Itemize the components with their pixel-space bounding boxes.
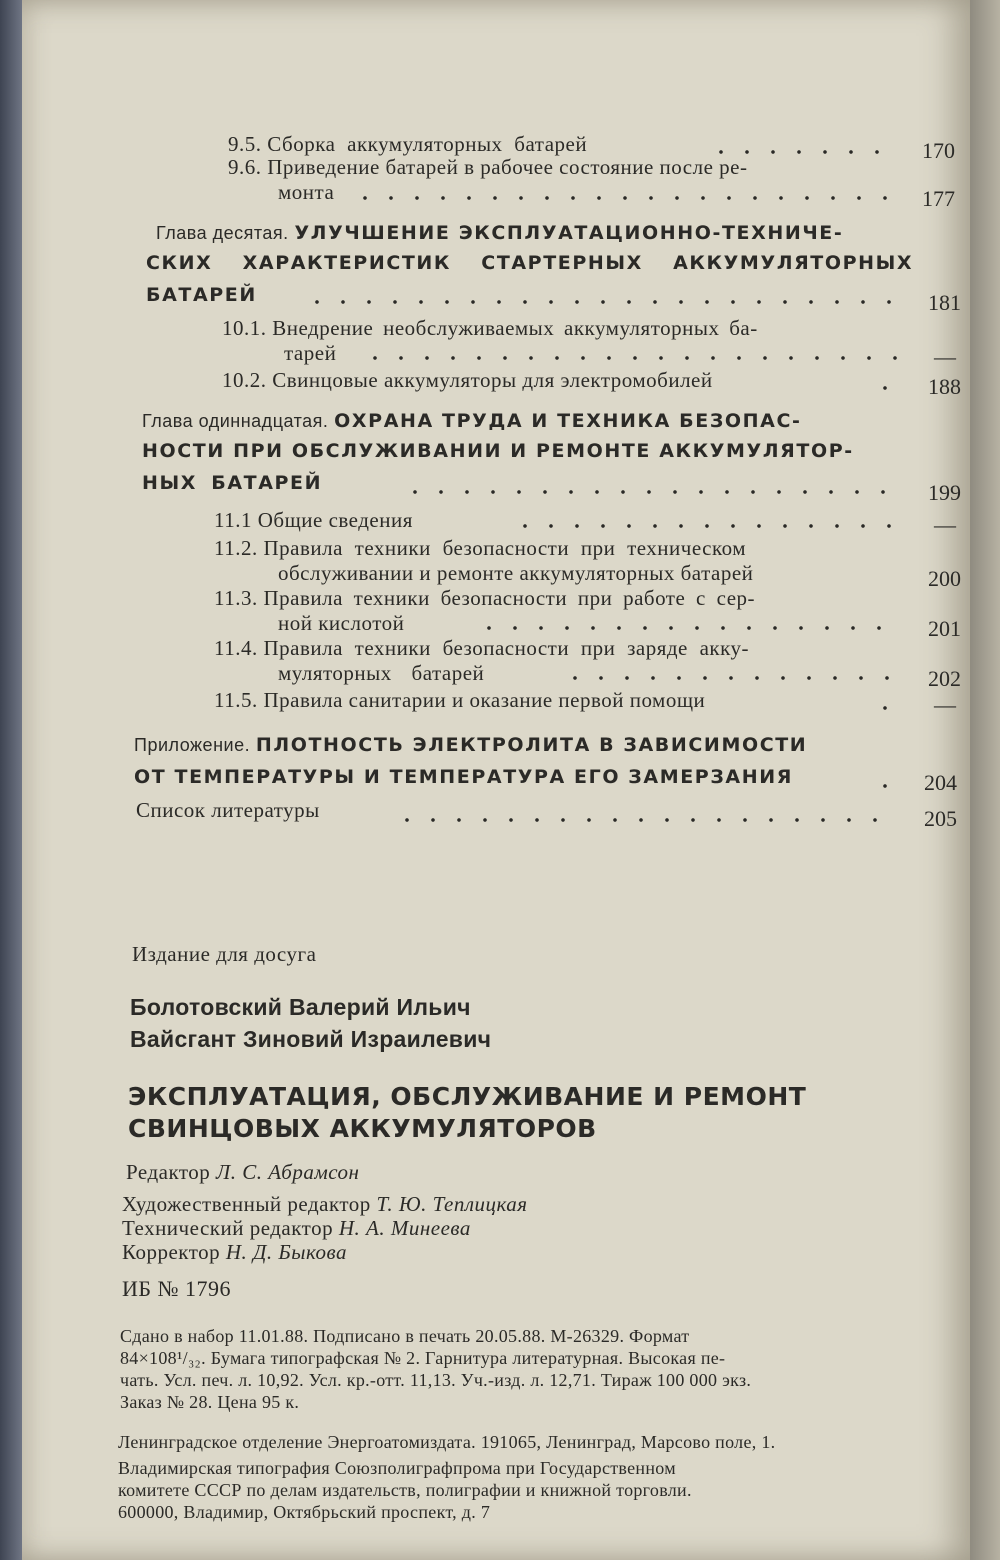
printer-line: комитете СССР по делам издательств, полиграфии и книжной торговли. xyxy=(118,1480,692,1500)
chapter-title: УЛУЧШЕНИЕ ЭКСПЛУАТАЦИОННО-ТЕХНИЧЕ- xyxy=(294,222,844,244)
section-number: 9.5. xyxy=(228,132,262,156)
publication-data-line: Сдано в набор 11.01.88. Подписано в печать 20.05.88. М-26329. Формат xyxy=(120,1326,690,1346)
section-title: Правила санитарии и оказание первой помощи xyxy=(263,688,706,712)
toc-entry-9-6 xyxy=(228,155,747,180)
section-title: Внедрение необслуживаемых аккумуляторных ба- xyxy=(272,316,758,340)
page-number: 201 xyxy=(928,616,961,641)
section-title: Приведение батарей в рабочее состояние после ре- xyxy=(267,155,748,179)
section-title-continuation: обслуживании и ремонте аккумуляторных батарей xyxy=(278,561,754,585)
dot-leader xyxy=(352,196,897,200)
dot-leader xyxy=(402,490,899,494)
section-title-continuation: ной кислотой xyxy=(278,611,405,635)
publication-data-line: Заказ № 28. Цена 95 к. xyxy=(120,1392,300,1412)
section-title: Правила техники безопасности при техническом xyxy=(263,536,747,560)
toc-entry-10-2 xyxy=(222,368,713,393)
section-title-continuation: муляторных батарей xyxy=(278,661,485,685)
chapter-label: Глава одиннадцатая. xyxy=(142,411,329,431)
credit-tech-editor xyxy=(122,1216,471,1241)
chapter-title: ОХРАНА ТРУДА И ТЕХНИКА БЕЗОПАС- xyxy=(334,410,802,432)
section-number: 11.2. xyxy=(214,536,258,560)
page-number: 202 xyxy=(928,666,961,691)
credit-proofreader xyxy=(122,1240,347,1265)
background-edge-left xyxy=(0,0,22,1560)
chapter-11-heading xyxy=(142,408,802,433)
book-spine xyxy=(970,0,1000,1560)
credit-name: Н. А. Минеева xyxy=(338,1216,471,1240)
publication-data-line: 84×108¹/₃₂. Бумага типографская № 2. Гарнитура литературная. Высокая пе- xyxy=(120,1348,726,1368)
page-number: 170 xyxy=(922,138,955,163)
section-number: 9.6. xyxy=(228,155,262,179)
section-number: 11.5. xyxy=(214,688,258,712)
page-number: 181 xyxy=(928,290,961,315)
section-number: 10.2. xyxy=(222,368,267,392)
chapter-title-continuation: СКИХ ХАРАКТЕРИСТИК СТАРТЕРНЫХ АККУМУЛЯТОРНЫХ xyxy=(146,252,914,274)
dot-leader xyxy=(362,356,897,360)
chapter-title-continuation: БАТАРЕЙ xyxy=(146,284,257,306)
appendix-title-continuation: ОТ ТЕМПЕРАТУРЫ И ТЕМПЕРАТУРА ЕГО ЗАМЕРЗАНИЯ xyxy=(134,766,793,788)
edition-note: Издание для досуга xyxy=(132,942,317,966)
book-title-line-2: СВИНЦОВЫХ АККУМУЛЯТОРОВ xyxy=(128,1114,597,1143)
book-page xyxy=(22,0,970,1560)
dot-leader xyxy=(512,524,899,528)
section-title: Правила техники безопасности при заряде акку- xyxy=(263,636,750,660)
toc-entry-11-3 xyxy=(214,586,755,611)
credit-name: Л. С. Абрамсон xyxy=(216,1160,360,1184)
dot-leader xyxy=(562,676,898,680)
page-number: 205 xyxy=(924,806,957,831)
author-1: Болотовский Валерий Ильич xyxy=(130,994,471,1020)
credit-role: Корректор xyxy=(122,1240,221,1264)
section-number: 11.1 xyxy=(214,508,252,532)
author-2: Вайсгант Зиновий Израилевич xyxy=(130,1026,492,1052)
toc-entry-10-1 xyxy=(222,316,758,341)
publication-data-line: чать. Усл. печ. л. 10,92. Усл. кр.-отт. 11,13. Уч.-изд. л. 12,71. Тираж 100 000 экз. xyxy=(120,1370,752,1390)
printer-line: Владимирская типография Союзполиграфпрома при Государственном xyxy=(118,1458,676,1478)
dot-leader xyxy=(708,150,898,154)
toc-entry-11-2 xyxy=(214,536,746,561)
section-number: 10.1. xyxy=(222,316,267,340)
toc-entry-11-1 xyxy=(214,508,413,533)
section-title-continuation: тарей xyxy=(284,341,337,365)
page-number: — xyxy=(934,692,956,717)
page-number: 204 xyxy=(924,770,957,795)
page-number: 177 xyxy=(922,186,955,211)
section-title: Свинцовые аккумуляторы для электромобилей xyxy=(272,368,713,392)
appendix-title: ПЛОТНОСТЬ ЭЛЕКТРОЛИТА В ЗАВИСИМОСТИ xyxy=(255,734,808,756)
dot-leader xyxy=(872,386,898,390)
appendix-heading xyxy=(134,732,807,757)
dot-leader xyxy=(476,626,898,630)
dot-leader xyxy=(304,300,899,304)
toc-entry-9-5 xyxy=(228,132,587,157)
chapter-title-continuation: НЫХ БАТАРЕЙ xyxy=(142,472,323,494)
toc-entry-11-5 xyxy=(214,688,705,713)
book-title-line-1: ЭКСПЛУАТАЦИЯ, ОБСЛУЖИВАНИЕ И РЕМОНТ xyxy=(128,1082,807,1111)
chapter-title-continuation: НОСТИ ПРИ ОБСЛУЖИВАНИИ И РЕМОНТЕ АККУМУЛЯТОР- xyxy=(142,440,854,462)
chapter-label: Глава десятая. xyxy=(156,223,289,243)
section-title-continuation: монта xyxy=(278,180,335,204)
page-number: 188 xyxy=(928,374,961,399)
page-number: — xyxy=(934,512,956,537)
credit-role: Художественный редактор xyxy=(122,1192,371,1216)
appendix-label: Приложение. xyxy=(134,735,251,755)
toc-entry-11-4 xyxy=(214,636,749,661)
dot-leader xyxy=(394,818,899,822)
printer-line: 600000, Владимир, Октябрьский проспект, д. 7 xyxy=(118,1502,491,1522)
page-number: 200 xyxy=(928,566,961,591)
toc-entry-references: Список литературы xyxy=(136,798,320,822)
dot-leader xyxy=(872,706,898,710)
section-number: 11.4. xyxy=(214,636,258,660)
credit-art-editor xyxy=(122,1192,528,1217)
section-title: Правила техники безопасности при работе с сер- xyxy=(263,586,756,610)
page-number: 199 xyxy=(928,480,961,505)
publisher-address: Ленинградское отделение Энергоатомиздата. 191065, Ленинград, Марсово поле, 1. xyxy=(118,1432,776,1452)
section-number: 11.3. xyxy=(214,586,258,610)
chapter-10-heading xyxy=(156,220,843,245)
dot-leader xyxy=(872,784,898,788)
credit-role: Редактор xyxy=(126,1160,211,1184)
section-title: Сборка аккумуляторных батарей xyxy=(267,132,588,156)
page-number: — xyxy=(934,344,956,369)
ib-number: ИБ № 1796 xyxy=(122,1276,232,1301)
section-title: Общие сведения xyxy=(257,508,413,532)
credit-name: Т. Ю. Теплицкая xyxy=(376,1192,528,1216)
credit-role: Технический редактор xyxy=(122,1216,334,1240)
credit-editor xyxy=(126,1160,359,1185)
credit-name: Н. Д. Быкова xyxy=(225,1240,347,1264)
